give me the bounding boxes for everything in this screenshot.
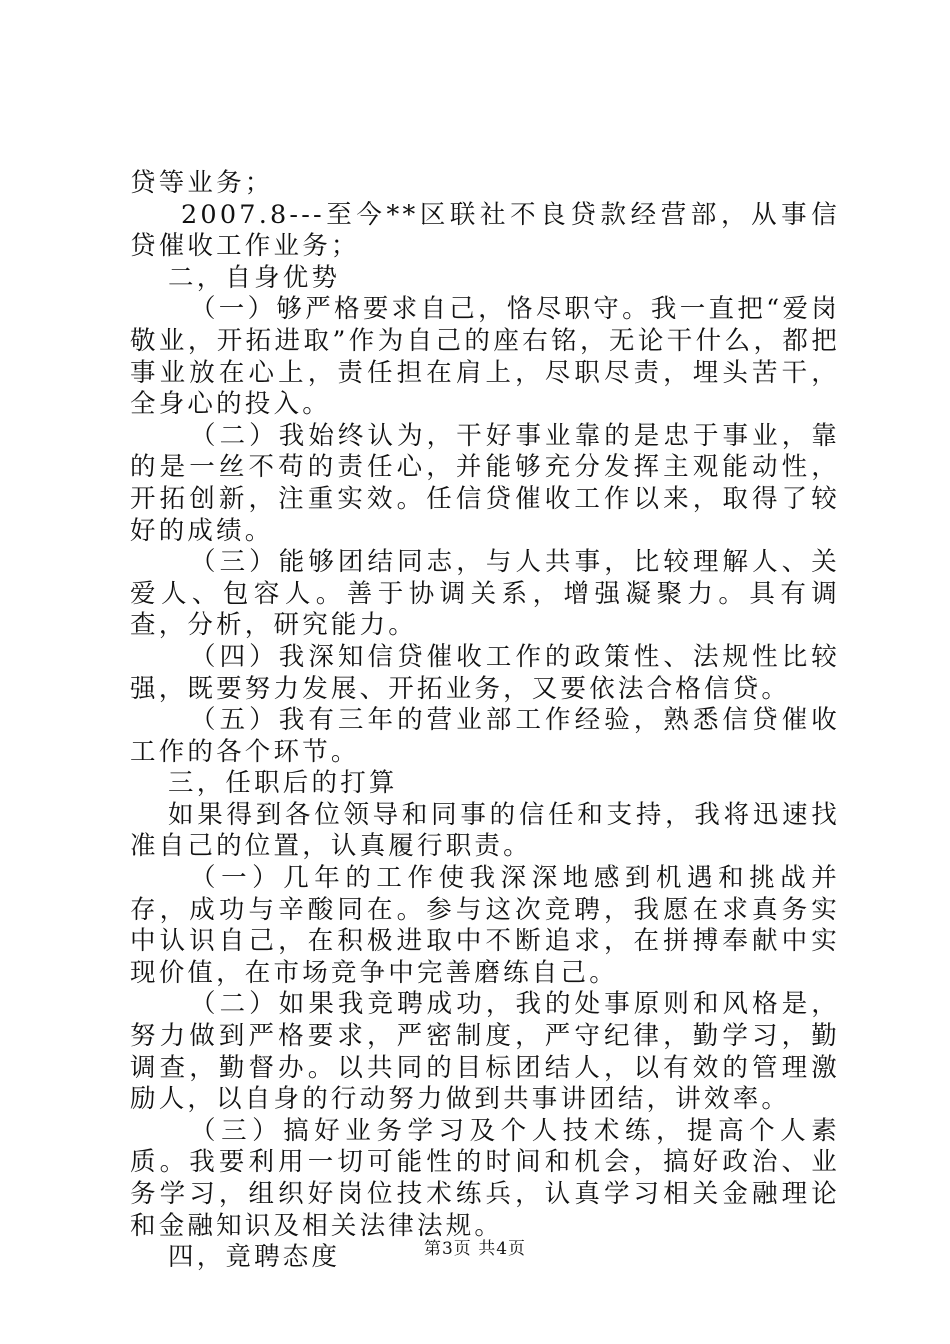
paragraph-plan-3: （三）搞好业务学习及个人技术练，提高个人素质。我要利用一切可能性的时间和机会，搞好政治、业务学习，组织好岗位技术练兵，认真学习相关金融理论和金融知识及相关法律法规。 [130, 1115, 840, 1241]
paragraph-plans-intro: 如果得到各位领导和同事的信任和支持，我将迅速找准自己的位置，认真履行职责。 [130, 799, 840, 862]
page-number-footer: 第3页 共4页 [423, 1239, 527, 1259]
section-heading-plans: 三，任职后的打算 [168, 768, 398, 799]
paragraph-plan-1: （一）几年的工作使我深深地感到机遇和挑战并存，成功与辛酸同在。参与这次竞聘，我愿在求真务实中认识自己，在积极进取中不断追求，在拼搏奉献中实现价值，在市场竞争中完善磨练自己。 [130, 863, 840, 988]
paragraph-plan-2: （二）如果我竞聘成功，我的处事原则和风格是，努力做到严格要求，严密制度，严守纪律，勤学习，勤调查，勤督办。以共同的目标团结人，以有效的管理激励人，以自身的行动努力做到共事讲团结，讲效率。 [130, 989, 840, 1115]
document-body [130, 168, 840, 1274]
paragraph-strength-1: （一）够严格要求自己，恪尽职守。我一直把“爱岗敬业，开拓进取”作为自己的座右铭，无论干什么，都把事业放在心上，责任担在肩上，尽职尽责，埋头苦干，全身心的投入。 [130, 294, 840, 420]
paragraph-strength-5: （五）我有三年的营业部工作经验，熟悉信贷催收工作的各个环节。 [130, 705, 840, 767]
paragraph-strength-4: （四）我深知信贷催收工作的政策性、法规性比较强，既要努力发展、开拓业务，又要依法合格信贷。 [130, 641, 840, 704]
section-heading-attitude: 四，竟聘态度 [168, 1242, 341, 1273]
paragraph-work-history: 2007.8---至今**区联社不良贷款经营部，从事信贷催收工作业务； [130, 199, 840, 262]
section-heading-strengths: 二，自身优势 [168, 262, 341, 293]
paragraph-continuation: 贷等业务； [130, 168, 274, 198]
paragraph-strength-3: （三）能够团结同志，与人共事，比较理解人、关爱人、包容人。善于协调关系，增强凝聚力。具有调查，分析，研究能力。 [130, 547, 840, 641]
paragraph-strength-2: （二）我始终认为，干好事业靠的是忠于事业，靠的是一丝不苟的责任心，并能够充分发挥主观能动性，开拓创新，注重实效。任信贷催收工作以来，取得了较好的成绩。 [130, 420, 840, 546]
